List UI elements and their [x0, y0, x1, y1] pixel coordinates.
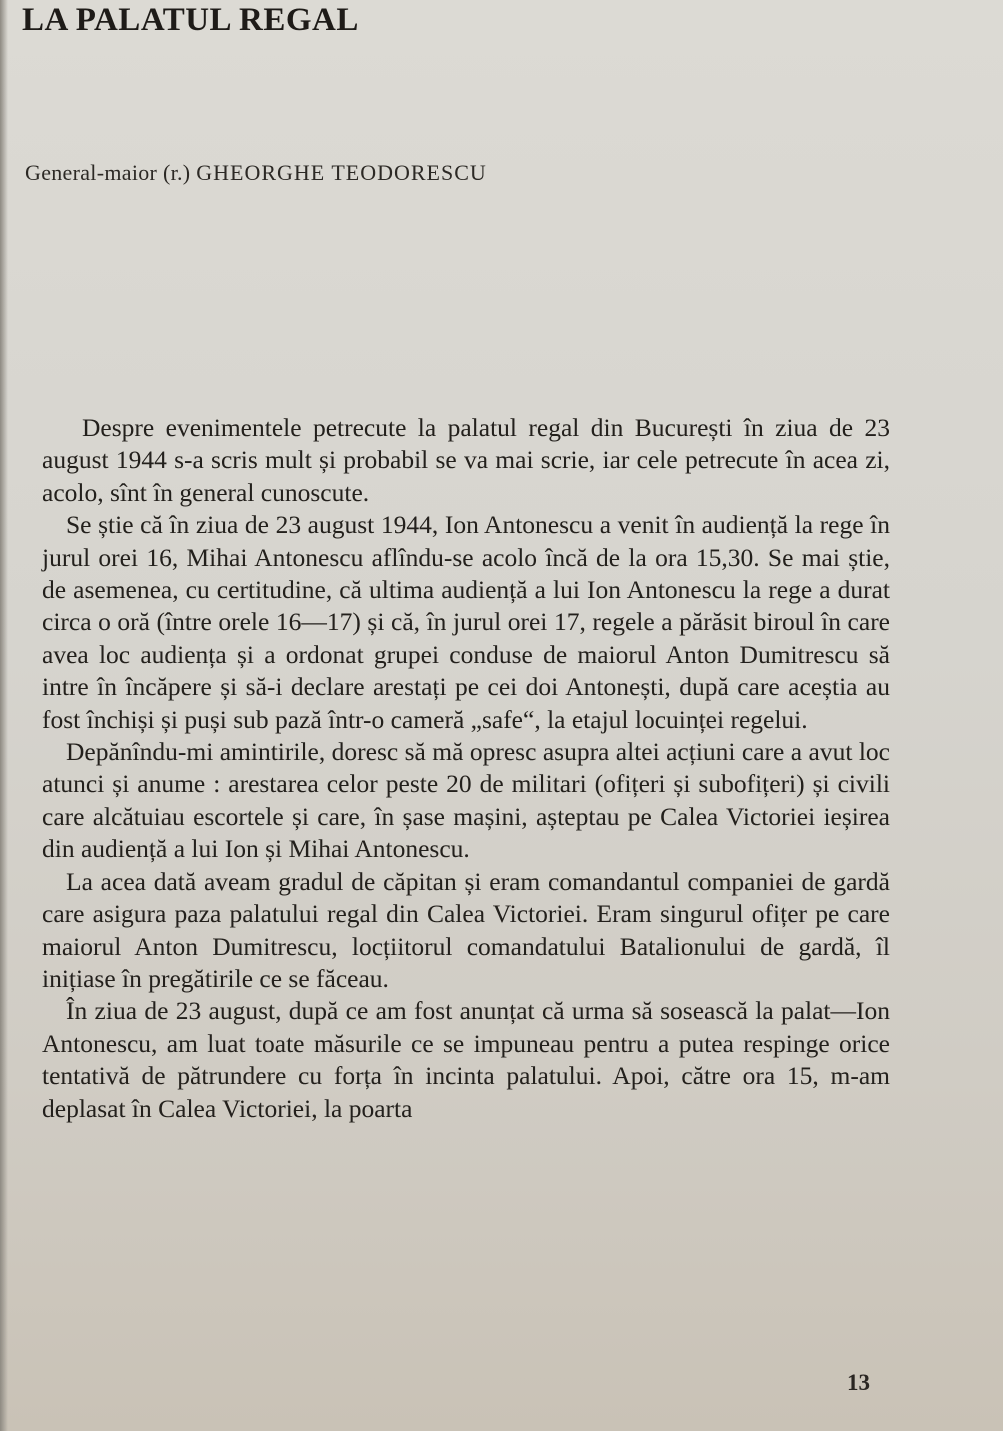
paragraph: Depănîndu-mi amintirile, doresc să mă opresc asupra altei acțiuni care a avut loc atunci și anume : arestarea celor peste 20 de militari (ofițeri și subofițeri) și civili care alcătuiau escortele și care, în șase mașini, așteptau pe Calea Victoriei ieșirea din audiență a lui Ion și Mihai Antonescu.: [42, 737, 890, 864]
page-number: 13: [847, 1370, 870, 1395]
chapter-title: LA PALATUL REGAL: [22, 2, 359, 38]
paragraph: În ziua de 23 august, după ce am fost anunțat că urma să sosească la palat—Ion Antonescu, am luat toate măsurile ce se impuneau pentru a putea respinge orice tentativă de pătrundere cu forța în incinta palatului. Apoi, către ora 15, m-am deplasat în Calea Victoriei, la poarta: [42, 996, 890, 1123]
paragraph: Despre evenimentele petrecute la palatul regal din București în ziua de 23 august 1944 s-a scris mult și probabil se va mai scrie, iar cele petrecute în acea zi, acolo, sînt în general cunoscute.: [42, 413, 890, 507]
paragraph: Se știe că în ziua de 23 august 1944, Ion Antonescu a venit în audiență la rege în jurul orei 16, Mihai Antonescu aflîndu-se acolo încă de la ora 15,30. Se mai știe, de asemenea, cu certitudine, că ultima audiență a lui Ion Antonescu la rege a durat circa o oră (între orele 16—17) și că, în jurul orei 17, regele a părăsit biroul în care avea loc audiența și a ordonat grupei conduse de maiorul Anton Dumitrescu să intre în încăpere și să-i declare arestați pe cei doi Antonești, după care aceștia au fost închiși și puși sub pază într-o cameră „safe“, la etajul locuinței regelui.: [42, 510, 890, 734]
author-rank: General-maior (r.): [25, 160, 191, 185]
article-body: [42, 412, 890, 1125]
paragraph: La acea dată aveam gradul de căpitan și eram comandantul companiei de gardă care asigura paza palatului regal din Calea Victoriei. Eram singurul ofițer pe care maiorul Anton Dumitrescu, locțiitorul comandatului Batalionului de gardă, îl inițiase în pregătirile ce se făceau.: [42, 866, 890, 993]
author-name: GHEORGHE TEODORESCU: [196, 160, 487, 185]
author-byline: [25, 160, 487, 186]
